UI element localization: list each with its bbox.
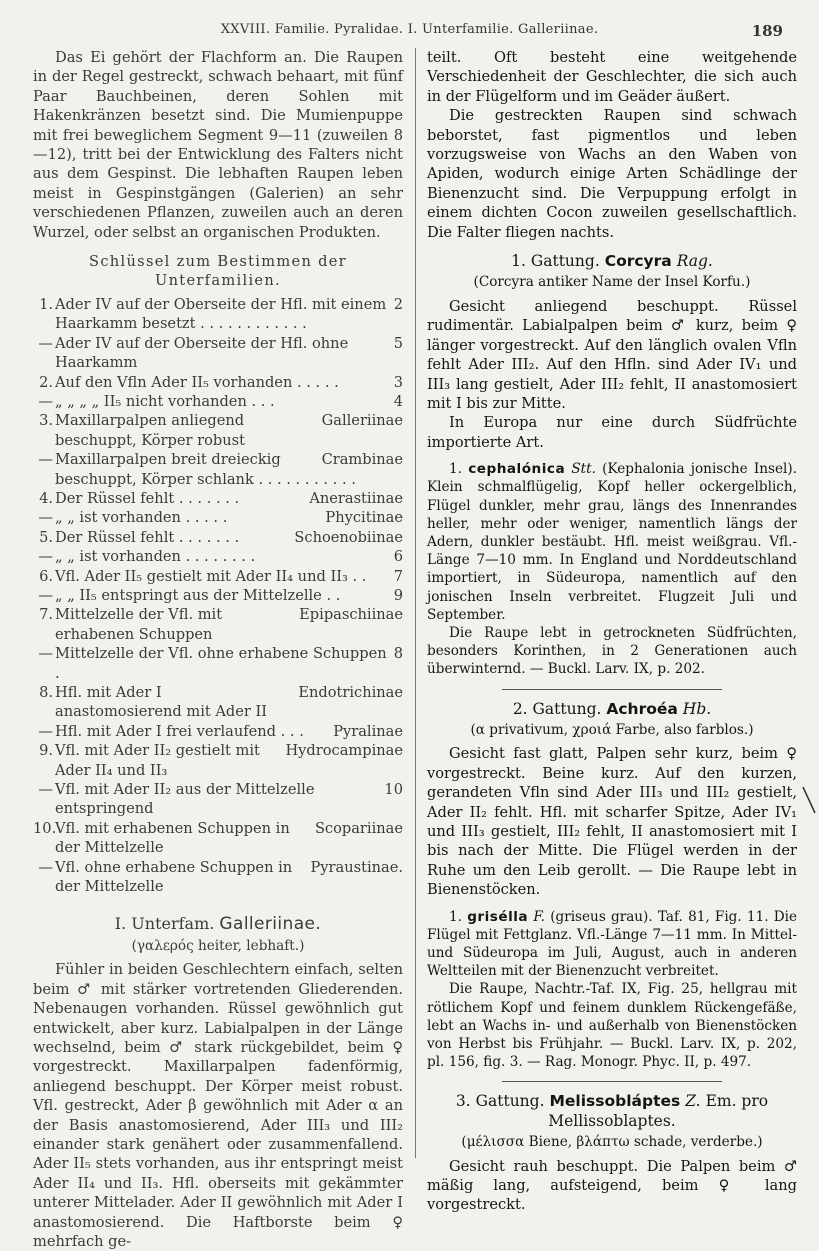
key-row-number: — — [38, 586, 53, 604]
key-row-number: 5. — [39, 528, 53, 546]
key-row-text: Maxillarpalpen anliegend beschuppt, Körper robust — [55, 412, 245, 449]
key-row-result: 9 — [393, 586, 403, 604]
species-entry-cephalonica — [427, 460, 797, 624]
key-row-result: Pyraustinae. — [310, 858, 403, 876]
key-row-text: Ader IV auf der Oberseite der Hfl. mit einem Haarkamm besetzt . . . . . . . . . . . . — [55, 295, 387, 333]
key-row-result: Endotrichinae — [298, 684, 403, 701]
species-number: 1. — [449, 461, 462, 478]
key-row-result: 8 — [393, 645, 403, 663]
identification-key — [33, 295, 403, 897]
key-row — [33, 334, 403, 373]
key-row — [33, 547, 403, 566]
genus-heading-achroea — [427, 700, 797, 719]
key-row-text: Vfl. mit Ader II₂ aus der Mittelzelle entspringend — [55, 781, 315, 818]
key-row — [33, 392, 403, 411]
genus-name: Corcyra — [604, 252, 672, 271]
key-row-number: 3. — [39, 412, 53, 430]
section-rule — [502, 689, 722, 690]
key-row — [33, 722, 403, 741]
key-row-number: — — [38, 334, 53, 352]
key-row-text: Auf den Vfln Ader II₅ vorhanden . . . . . — [55, 373, 339, 391]
genus-suffix: Em. pro Mellissoblaptes. — [548, 1092, 769, 1130]
key-row — [33, 567, 403, 586]
genus-heading-corcyra — [427, 252, 797, 271]
species-author: Stt. — [571, 461, 596, 478]
key-row-number: — — [38, 509, 53, 527]
key-row-text: Mittelzelle der Vfl. mit erhabenen Schuppen — [55, 606, 223, 643]
genus-author: Z. — [685, 1092, 701, 1111]
key-row-number: — — [38, 722, 53, 740]
key-row-result: Crambinae — [321, 451, 403, 469]
key-row-result: Pyralinae — [333, 722, 403, 740]
key-row — [33, 819, 403, 858]
species-text: (Kephalonia jonische Insel). Klein schmalflügelig, Kopf heller ockergelblich, Flügel dunkler, mehr grau, längs des Innenrandes heller, mehr oder weniger, namentlich längs der Adern, dunkler bestäubt. Hfl. meist weißgrau. Vfl.-Länge 7—10 mm. In England und Norddeutschland importiert, in Südeuropa, namentlich auf den jonischen Inseln verbreitet. Flugzeit Juli und September. — [427, 461, 798, 623]
key-row — [33, 586, 403, 605]
key-row-number: 8. — [39, 684, 53, 701]
running-title: XXVIII. Familie. Pyralidae. I. Unterfamilie. Galleriinae. — [220, 22, 599, 37]
key-row-text: Der Rüssel fehlt . . . . . . . — [55, 489, 240, 507]
key-row-number: — — [38, 392, 53, 410]
continuation-paragraph: teilt. Oft besteht eine weitgehende Verschiedenheit der Geschlechter, die sich auch in der Flügelform und im Geäder äußert. — [427, 49, 797, 105]
genus-note: In Europa nur eine durch Südfrüchte importierte Art. — [427, 414, 797, 451]
species-author: F. — [533, 908, 545, 925]
species-entry-grisella — [427, 908, 797, 981]
genus-number: 3. Gattung. — [455, 1092, 545, 1111]
genus-description: Gesicht fast glatt, Palpen sehr kurz, beim ♀ vorgestreckt. Beine kurz. Auf den kurzen, gerandeten Vfln sind Ader III₃ und III₂ gestielt, Ader II₂ fehlt. Hfl. mit scharfer Spitze, Ader IV₁ und III₃ gestielt, III₂ fehlt, II anastomosiert mit I bis nach der Mitte. Die Flügel werden in der Ruhe um den Leib gerollt. — Die Raupe lebt in Bienenstöcken. — [427, 745, 797, 899]
key-row-text: Hfl. mit Ader I anastomosierend mit Ader II — [55, 684, 268, 721]
key-row — [33, 295, 403, 334]
key-row-result: Schoenobiinae — [294, 528, 403, 546]
key-row-result: 6 — [393, 548, 403, 566]
genus-heading-melissoblaptes — [427, 1092, 797, 1131]
species-larva-grisella: Die Raupe, Nachtr.-Taf. IX, Fig. 25, hellgrau mit rötlichem Kopf und feinem dunklem Rückengefäße, lebt an Wachs in- und außerhalb von Bienenstöcken von Herbst bis Frühjahr. — Buckl. Larv. IX, p. 202, pl. 156, fig. 3. — Rag. Monogr. Phyc. II, p. 497. — [427, 981, 797, 1071]
key-row — [33, 411, 403, 450]
key-row — [33, 780, 403, 819]
key-row-number: — — [38, 645, 53, 663]
key-row-result: Epipaschiinae — [299, 606, 403, 624]
margin-mark-icon — [801, 785, 817, 815]
key-row-text: „ „ ist vorhanden . . . . . — [55, 509, 228, 527]
key-row-text: „ „ ist vorhanden . . . . . . . . — [55, 548, 256, 566]
species-name: grisélla — [467, 908, 529, 925]
key-row-result: 4 — [393, 392, 403, 410]
genus-number: 2. Gattung. — [512, 699, 602, 718]
right-column — [427, 48, 797, 1215]
key-row-number: — — [38, 781, 53, 799]
key-row-result: 2 — [393, 295, 403, 313]
genus-author: Hb. — [682, 699, 712, 718]
key-row-number: 1. — [39, 295, 53, 313]
key-row-text: Maxillarpalpen breit dreieckig beschuppt, Körper schlank . . . . . . . . . . . — [55, 451, 356, 488]
key-row-number: — — [38, 548, 53, 566]
subfamily-heading — [33, 914, 403, 934]
key-row-number: 4. — [39, 489, 53, 507]
genus-etymology: (Corcyra antiker Name der Insel Korfu.) — [473, 274, 751, 291]
key-row-number: 10. — [33, 819, 57, 837]
species-number: 1. — [449, 908, 462, 925]
genus-description: Gesicht rauh beschuppt. Die Palpen beim ♂ mäßig lang, aufsteigend, beim ♀ lang vorgestreckt. — [427, 1157, 797, 1214]
genus-name: Melissobláptes — [549, 1092, 681, 1111]
key-row-number: 7. — [39, 606, 53, 624]
key-row — [33, 528, 403, 547]
larvae-paragraph: Die gestreckten Raupen sind schwach beborstet, fast pigmentlos und leben vorzugsweise von Wachs an den Waben von Apiden, wodurch einige Arten Schädlinge der Bienenzucht sind. Die Verpuppung erfolgt in einem dichten Cocon zuweilen gesellschaftlich. Die Falter fliegen nachts. — [427, 107, 797, 241]
species-larva-cephalonica: Die Raupe lebt in getrockneten Südfrüchten, besonders Korinthen, in 2 Generationen auch überwinternd. — Buckl. Larv. IX, p. 202. — [427, 624, 797, 678]
key-row-text: Der Rüssel fehlt . . . . . . . — [55, 528, 240, 546]
key-row-number: — — [38, 451, 53, 469]
key-row-text: Hfl. mit Ader I frei verlaufend . . . — [55, 722, 304, 740]
subfamily-etymology: (γαλερός heiter, lebhaft.) — [131, 937, 305, 954]
genus-name: Achroéa — [606, 699, 678, 718]
key-row-result: Phycitinae — [325, 509, 403, 527]
subfamily-prefix: I. Unterfam. — [114, 914, 215, 934]
left-column — [33, 48, 403, 1251]
key-row-text: „ „ „ „ II₅ nicht vorhanden . . . — [55, 392, 275, 410]
species-name: cephalónica — [468, 461, 566, 478]
key-title: Schlüssel zum Bestimmen der Unterfamilien. — [89, 253, 347, 290]
subfamily-name: Galleriinae. — [219, 914, 322, 935]
genus-etymology: (α privativum, χροιά Farbe, also farblos.) — [470, 721, 754, 738]
key-row-result: 10 — [384, 781, 403, 799]
key-row-text: Vfl. mit Ader II₂ gestielt mit Ader II₄ und II₃ — [55, 742, 260, 779]
genus-author: Rag. — [676, 252, 713, 271]
intro-paragraph: Das Ei gehört der Flachform an. Die Raupen in der Regel gestreckt, schwach behaart, mit fünf Paar Bauchbeinen, deren Sohlen mit Hakenkränzen besetzt sind. Die Mumienpuppe mit frei beweglichem Segment 9—11 (zuweilen 8—12), tritt bei der Entwicklung des Falters nicht aus dem Gespinst. Die lebhaften Raupen leben meist in Gespinstgängen (Galerien) an sehr verschiedenen Pflanzen, zuweilen auch an deren Wurzel, oder selbst an organischen Produkten. — [33, 49, 403, 241]
key-row-result: 5 — [393, 334, 403, 352]
species-text: (griseus grau). Taf. 81, Fig. 11. Die Flügel mit Fettglanz. Vfl.-Länge 7—11 mm. In Mittel- und Südeuropa im Juli, August, auch in anderen Weltteilen mit der Bienenzucht verbreitet. — [427, 908, 798, 980]
column-divider — [415, 48, 416, 1158]
key-row — [33, 741, 403, 780]
key-row — [33, 858, 403, 897]
key-row — [33, 450, 403, 489]
key-row — [33, 605, 403, 644]
key-row-text: Ader IV auf der Oberseite der Hfl. ohne Haarkamm — [55, 334, 349, 372]
subfamily-description: Fühler in beiden Geschlechtern einfach, selten beim ♂ mit stärker vortretenden Gliederenden. Nebenaugen vorhanden. Rüssel gewöhnlich gut entwickelt, aber kurz. Labialpalpen in der Länge wechselnd, beim ♂ stark rückgebildet, beim ♀ vorgestreckt. Maxillarpalpen fadenförmig, anliegend beschuppt. Der Körper meist robust. Vfl. gestreckt, Ader β gewöhnlich mit Ader α an der Basis anastomosierend, Ader III₃ und III₂ einander stark genähert oder zusammenfallend. Ader II₅ stets vorhanden, aus ihr entspringt meist Ader II₄ und II₃. Hfl. oberseits mit gekämmter unterer Mittelader. Ader II gewöhnlich mit Ader I anastomosierend. Die Haftborste beim ♀ mehrfach ge- — [33, 961, 403, 1250]
page-number: 189 — [751, 22, 783, 40]
key-row — [33, 373, 403, 392]
key-row-number: 9. — [39, 742, 53, 760]
genus-etymology: (μέλισσα Biene, βλάπτω schade, verderbe.) — [461, 1134, 763, 1151]
key-row-result: 7 — [393, 567, 403, 585]
running-header — [30, 20, 789, 42]
genus-description: Gesicht anliegend beschuppt. Rüssel rudimentär. Labialpalpen beim ♂ kurz, beim ♀ länger vorgestreckt. Auf den länglich ovalen Vfln fehlt Ader III₂. Auf den Hfln. sind Ader IV₁ und III₃ lang gestielt, Ader III₂ fehlt, II anastomosiert mit I bis zur Mitte. — [427, 297, 797, 412]
key-row — [33, 683, 403, 722]
key-row-number: — — [38, 858, 53, 876]
key-row-number: 6. — [39, 567, 53, 585]
key-row-result: Anerastiinae — [309, 489, 403, 507]
key-row-result: 3 — [393, 373, 403, 391]
key-row-result: Scopariinae — [314, 819, 403, 837]
key-row — [33, 644, 403, 683]
key-row-text: Vfl. mit erhabenen Schuppen in der Mittelzelle — [55, 819, 290, 857]
key-row-text: „ „ II₅ entspringt aus der Mittelzelle . . — [55, 586, 341, 604]
genus-number: 1. Gattung. — [511, 252, 600, 271]
key-row-result: Hydrocampinae — [285, 742, 403, 760]
key-row-number: 2. — [39, 373, 53, 391]
key-row-text: Vfl. Ader II₅ gestielt mit Ader II₄ und II₃ . . — [55, 567, 367, 585]
key-row-result: Galleriinae — [321, 412, 403, 430]
key-row — [33, 508, 403, 527]
key-row-text: Mittelzelle der Vfl. ohne erhabene Schuppen . — [55, 645, 387, 682]
key-row-text: Vfl. ohne erhabene Schuppen in der Mittelzelle — [55, 858, 293, 896]
key-row — [33, 489, 403, 508]
section-rule — [502, 1081, 722, 1082]
